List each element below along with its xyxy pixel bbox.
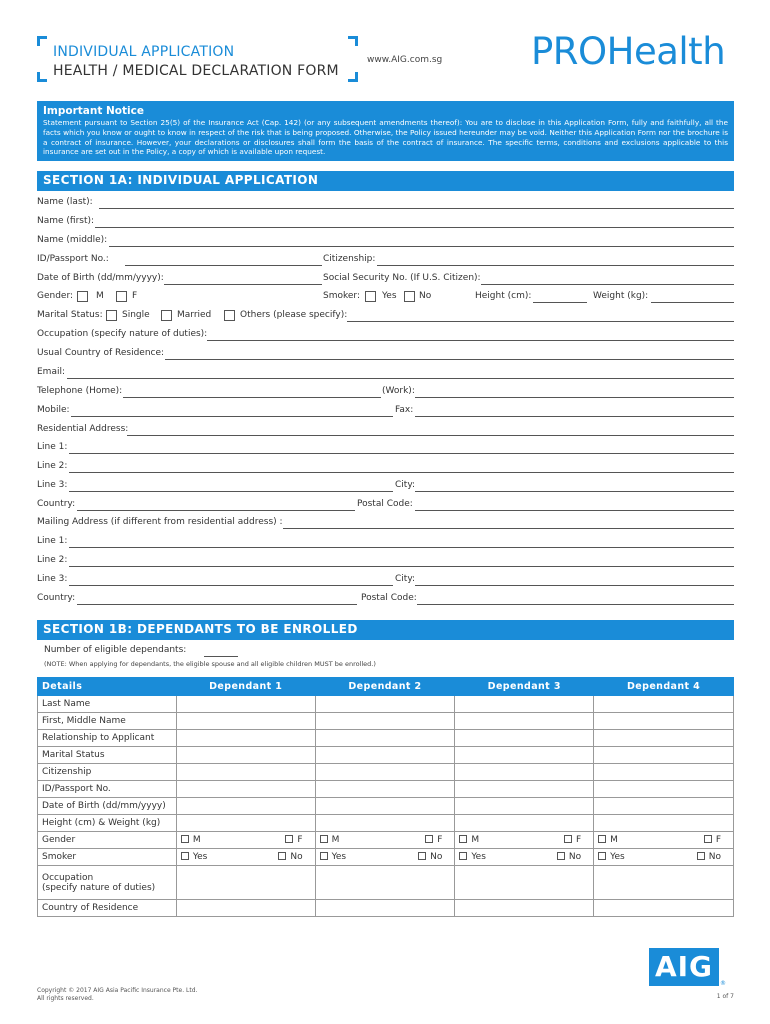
checkbox-icon[interactable]	[557, 852, 565, 860]
row-mailing	[37, 517, 734, 531]
gender-f-option[interactable]	[564, 835, 581, 845]
marital-single-checkbox[interactable]	[106, 310, 117, 321]
tel-home-field[interactable]	[123, 397, 381, 398]
table-row	[38, 747, 734, 764]
row-res-country	[37, 499, 734, 513]
table-cell[interactable]	[594, 764, 734, 781]
table-cell[interactable]	[315, 696, 455, 713]
row-id-citizenship	[37, 254, 734, 268]
table-cell[interactable]	[594, 866, 734, 900]
res-line2-field[interactable]	[69, 472, 734, 473]
table-cell[interactable]	[594, 747, 734, 764]
res-line1-label: Line 1:	[37, 442, 68, 452]
row-mobile	[37, 405, 734, 419]
table-row-gender	[38, 832, 734, 849]
row-mail-line2	[37, 555, 734, 569]
table-cell[interactable]	[594, 900, 734, 917]
email-field[interactable]	[67, 378, 734, 379]
row-gender-smoker	[37, 291, 734, 305]
smoker-yes-label: Yes	[382, 291, 397, 301]
table-cell[interactable]	[455, 730, 594, 747]
option-label: Yes	[331, 852, 347, 862]
website-link[interactable]: www.AIG.com.sg	[367, 55, 443, 65]
occupation-label: Occupation (specify nature of duties):	[37, 329, 208, 339]
name-first-label: Name (first):	[37, 216, 95, 226]
option-label: No	[290, 852, 303, 862]
row-usual-country	[37, 348, 734, 362]
row-mail-line1	[37, 536, 734, 550]
table-cell[interactable]	[455, 747, 594, 764]
table-header-row	[38, 678, 734, 696]
smoker-no-label: No	[419, 291, 432, 301]
smoker-no-option[interactable]	[278, 852, 302, 862]
table-row	[38, 730, 734, 747]
gender-label: Gender:	[37, 291, 74, 301]
option-label: M	[331, 835, 340, 845]
table-cell[interactable]	[594, 713, 734, 730]
aig-logo: AIG	[649, 948, 719, 986]
smoker-yes-option[interactable]	[459, 852, 486, 862]
bracket-bottom-left	[37, 72, 47, 82]
gender-f-checkbox[interactable]	[116, 291, 127, 302]
mail-line2-label: Line 2:	[37, 555, 68, 565]
residential-label: Residential Address:	[37, 424, 129, 434]
name-middle-label: Name (middle):	[37, 235, 108, 245]
table-cell[interactable]	[315, 900, 455, 917]
smoker-label: Smoker:	[323, 291, 360, 301]
row-label: Smoker	[38, 849, 177, 866]
checkbox-icon[interactable]	[418, 852, 426, 860]
table-cell[interactable]	[176, 815, 315, 832]
table-cell[interactable]	[315, 713, 455, 730]
table-cell[interactable]	[315, 815, 455, 832]
page-number: 1 of 7	[716, 993, 734, 1000]
marital-others-checkbox[interactable]	[224, 310, 235, 321]
row-num-dependants	[44, 645, 284, 659]
marital-label: Marital Status:	[37, 310, 103, 320]
gender-m-option[interactable]	[320, 835, 340, 845]
row-label: Gender	[38, 832, 177, 849]
table-cell[interactable]	[455, 781, 594, 798]
brand-logo: PROHealth	[531, 30, 726, 73]
table-cell[interactable]	[315, 798, 455, 815]
row-label: Relationship to Applicant	[38, 730, 177, 747]
gender-cell	[455, 832, 594, 849]
mail-country-label: Country:	[37, 593, 76, 603]
table-cell[interactable]	[594, 781, 734, 798]
row-label: Last Name	[38, 696, 177, 713]
usual-country-field[interactable]	[165, 359, 734, 360]
row-name-first	[37, 216, 734, 230]
table-row	[38, 713, 734, 730]
email-label: Email:	[37, 367, 66, 377]
table-cell[interactable]	[176, 730, 315, 747]
table-cell[interactable]	[455, 713, 594, 730]
mobile-label: Mobile:	[37, 405, 70, 415]
col-dependant-3: Dependant 3	[455, 678, 594, 696]
option-label: Yes	[192, 852, 208, 862]
checkbox-icon[interactable]	[285, 835, 293, 843]
option-label: M	[610, 835, 618, 845]
occupation-field[interactable]	[207, 340, 734, 341]
gender-f-label: F	[132, 291, 138, 301]
mail-city-label: City:	[395, 574, 416, 584]
table-cell[interactable]	[455, 815, 594, 832]
occupation-row-label: Occupation	[42, 872, 94, 883]
table-row	[38, 781, 734, 798]
res-city-label: City:	[395, 480, 416, 490]
table-cell[interactable]	[594, 730, 734, 747]
checkbox-icon[interactable]	[704, 835, 712, 843]
gender-f-option[interactable]	[704, 835, 721, 845]
option-label: F	[437, 835, 443, 845]
row-label: Marital Status	[38, 747, 177, 764]
smoker-no-checkbox[interactable]	[404, 291, 415, 302]
dependants-note: (NOTE: When applying for dependants, the eligible spouse and all eligible children MUST be enrolled.)	[44, 660, 376, 668]
id-passport-label: ID/Passport No.:	[37, 254, 109, 264]
name-middle-field[interactable]	[109, 246, 734, 247]
option-label: Yes	[471, 852, 486, 862]
table-cell[interactable]	[176, 713, 315, 730]
id-passport-field[interactable]	[125, 265, 322, 266]
bracket-bottom-right	[348, 72, 358, 82]
table-row	[38, 696, 734, 713]
height-label: Height (cm):	[475, 291, 532, 301]
row-residential	[37, 424, 734, 438]
row-marital	[37, 310, 734, 324]
res-city-field[interactable]	[415, 491, 734, 492]
table-row	[38, 815, 734, 832]
marital-married-label: Married	[177, 310, 212, 320]
res-line2-label: Line 2:	[37, 461, 68, 471]
smoker-no-option[interactable]	[697, 852, 721, 862]
row-label: Citizenship	[38, 764, 177, 781]
marital-single-label: Single	[122, 310, 150, 320]
row-label	[38, 866, 177, 900]
table-cell[interactable]	[176, 781, 315, 798]
mailing-field[interactable]	[283, 528, 734, 529]
row-name-last	[37, 197, 734, 211]
table-cell[interactable]	[455, 696, 594, 713]
row-dob-ssn	[37, 273, 734, 287]
section-1a-header: SECTION 1A: INDIVIDUAL APPLICATION	[37, 171, 734, 191]
fax-label: Fax:	[395, 405, 414, 415]
table-cell[interactable]	[176, 764, 315, 781]
mail-line1-label: Line 1:	[37, 536, 68, 546]
mail-line1-field[interactable]	[69, 547, 734, 548]
smoker-cell	[455, 849, 594, 866]
checkbox-icon[interactable]	[181, 835, 189, 843]
res-line3-field[interactable]	[69, 491, 393, 492]
table-cell[interactable]	[315, 747, 455, 764]
checkbox-icon[interactable]	[181, 852, 189, 860]
mail-line3-label: Line 3:	[37, 574, 68, 584]
mail-city-field[interactable]	[415, 585, 734, 586]
option-label: No	[430, 852, 443, 862]
copyright-text: Copyright © 2017 AIG Asia Pacific Insurance Pte. Ltd.	[37, 987, 198, 994]
row-email	[37, 367, 734, 381]
table-cell[interactable]	[315, 781, 455, 798]
row-res-line2	[37, 461, 734, 475]
height-field[interactable]	[533, 302, 587, 303]
checkbox-icon[interactable]	[598, 852, 606, 860]
smoker-yes-option[interactable]	[598, 852, 625, 862]
smoker-no-option[interactable]	[418, 852, 442, 862]
table-cell[interactable]	[455, 866, 594, 900]
table-cell[interactable]	[176, 866, 315, 900]
smoker-cell	[315, 849, 455, 866]
mobile-field[interactable]	[71, 416, 393, 417]
row-res-line1	[37, 442, 734, 456]
gender-m-option[interactable]	[181, 835, 201, 845]
smoker-yes-option[interactable]	[181, 852, 208, 862]
gender-m-option[interactable]	[598, 835, 618, 845]
checkbox-icon[interactable]	[459, 852, 467, 860]
checkbox-icon[interactable]	[320, 852, 328, 860]
citizenship-field[interactable]	[377, 265, 734, 266]
important-notice	[37, 101, 734, 161]
row-label: ID/Passport No.	[38, 781, 177, 798]
table-cell[interactable]	[315, 764, 455, 781]
row-mail-country	[37, 593, 734, 607]
option-label: Yes	[610, 852, 625, 862]
res-line3-label: Line 3:	[37, 480, 68, 490]
usual-country-label: Usual Country of Residence:	[37, 348, 165, 358]
marital-others-field[interactable]	[347, 321, 734, 322]
gender-cell	[594, 832, 734, 849]
checkbox-icon[interactable]	[459, 835, 467, 843]
gender-m-label: M	[96, 291, 104, 301]
table-cell[interactable]	[176, 696, 315, 713]
mail-country-field[interactable]	[77, 604, 357, 605]
fax-field[interactable]	[415, 416, 734, 417]
checkbox-icon[interactable]	[425, 835, 433, 843]
num-dependants-field[interactable]	[204, 656, 238, 657]
smoker-cell	[176, 849, 315, 866]
ssn-label: Social Security No. (If U.S. Citizen):	[323, 273, 481, 283]
dob-field[interactable]	[164, 284, 322, 285]
registered-mark: ®	[720, 980, 726, 987]
weight-field[interactable]	[651, 302, 734, 303]
row-telephone	[37, 386, 734, 400]
table-row	[38, 764, 734, 781]
table-row-smoker	[38, 849, 734, 866]
smoker-yes-option[interactable]	[320, 852, 347, 862]
option-label: M	[471, 835, 480, 845]
occupation-row-sublabel: (specify nature of duties)	[42, 882, 156, 893]
mail-postal-label: Postal Code:	[361, 593, 417, 603]
dependants-table	[37, 677, 734, 917]
table-row	[38, 900, 734, 917]
row-label: Date of Birth (dd/mm/yyyy)	[38, 798, 177, 815]
name-last-field[interactable]	[99, 208, 734, 209]
name-first-field[interactable]	[95, 227, 734, 228]
checkbox-icon[interactable]	[320, 835, 328, 843]
table-cell[interactable]	[594, 798, 734, 815]
row-name-middle	[37, 235, 734, 249]
table-cell[interactable]	[176, 900, 315, 917]
row-label: First, Middle Name	[38, 713, 177, 730]
row-mail-line3	[37, 574, 734, 588]
gender-f-option[interactable]	[425, 835, 442, 845]
table-row	[38, 798, 734, 815]
col-dependant-2: Dependant 2	[315, 678, 455, 696]
checkbox-icon[interactable]	[697, 852, 705, 860]
dob-label: Date of Birth (dd/mm/yyyy):	[37, 273, 164, 283]
row-occupation	[37, 329, 734, 343]
res-postal-label: Postal Code:	[357, 499, 413, 509]
checkbox-icon[interactable]	[564, 835, 572, 843]
table-row-occupation	[38, 866, 734, 900]
weight-label: Weight (kg):	[593, 291, 649, 301]
res-country-field[interactable]	[77, 510, 355, 511]
ssn-field[interactable]	[481, 284, 734, 285]
gender-cell	[315, 832, 455, 849]
mail-line2-field[interactable]	[69, 566, 734, 567]
bracket-top-left	[37, 36, 47, 46]
num-dependants-label: Number of eligible dependants:	[44, 645, 187, 655]
checkbox-icon[interactable]	[278, 852, 286, 860]
gender-cell	[176, 832, 315, 849]
col-details: Details	[38, 678, 177, 696]
option-label: F	[575, 835, 582, 845]
footer-copyright	[37, 987, 197, 1003]
mailing-label: Mailing Address (if different from residential address) :	[37, 517, 283, 527]
bracket-top-right	[348, 36, 358, 46]
tel-work-field[interactable]	[415, 397, 734, 398]
section-1b-header: SECTION 1B: DEPENDANTS TO BE ENROLLED	[37, 620, 734, 640]
residential-field[interactable]	[127, 435, 734, 436]
marital-others-label: Others (please specify):	[240, 310, 348, 320]
mail-postal-field[interactable]	[417, 604, 734, 605]
mail-line3-field[interactable]	[69, 585, 393, 586]
gender-m-checkbox[interactable]	[77, 291, 88, 302]
col-dependant-4: Dependant 4	[594, 678, 734, 696]
form-subtitle: HEALTH / MEDICAL DECLARATION FORM	[53, 63, 339, 79]
col-dependant-1: Dependant 1	[176, 678, 315, 696]
option-label: No	[708, 852, 721, 862]
notice-title: Important Notice	[43, 105, 144, 117]
res-country-label: Country:	[37, 499, 76, 509]
table-cell[interactable]	[594, 696, 734, 713]
table-cell[interactable]	[315, 866, 455, 900]
checkbox-icon[interactable]	[598, 835, 606, 843]
rights-text: All rights reserved.	[37, 995, 94, 1002]
row-label: Height (cm) & Weight (kg)	[38, 815, 177, 832]
smoker-yes-checkbox[interactable]	[365, 291, 376, 302]
smoker-no-option[interactable]	[557, 852, 581, 862]
table-cell[interactable]	[455, 900, 594, 917]
marital-married-checkbox[interactable]	[161, 310, 172, 321]
table-cell[interactable]	[594, 815, 734, 832]
form-title: INDIVIDUAL APPLICATION	[53, 44, 235, 60]
row-label: Country of Residence	[38, 900, 177, 917]
smoker-cell	[594, 849, 734, 866]
option-label: No	[568, 852, 582, 862]
table-cell[interactable]	[455, 764, 594, 781]
citizenship-label: Citizenship:	[323, 254, 376, 264]
gender-f-option[interactable]	[285, 835, 302, 845]
res-postal-field[interactable]	[415, 510, 734, 511]
tel-work-label: (Work):	[382, 386, 415, 396]
table-cell[interactable]	[176, 798, 315, 815]
notice-body: Statement pursuant to Section 25(5) of the Insurance Act (Cap. 142) (or any subsequent amendments thereof): You are to disclose in this Application Form, fully and faithfully, all the facts which you know or ought to know in respect of the risk that is being proposed. Otherwise, the Policy issued hereunder may be void. Neither this Application Form nor the brochure is a contract of insurance. However, your declarations or disclosures shall form the basis of the contract of insurance. The specific terms, conditions and exclusions applicable to this insurance are set out in the Policy, a copy of which is available upon request.	[43, 118, 728, 157]
option-label: M	[192, 835, 201, 845]
option-label: F	[297, 835, 303, 845]
option-label: F	[715, 835, 721, 845]
res-line1-field[interactable]	[69, 453, 734, 454]
table-cell[interactable]	[315, 730, 455, 747]
table-cell[interactable]	[455, 798, 594, 815]
table-cell[interactable]	[176, 747, 315, 764]
name-last-label: Name (last):	[37, 197, 93, 207]
gender-m-option[interactable]	[459, 835, 479, 845]
row-res-line3	[37, 480, 734, 494]
tel-home-label: Telephone (Home):	[37, 386, 123, 396]
